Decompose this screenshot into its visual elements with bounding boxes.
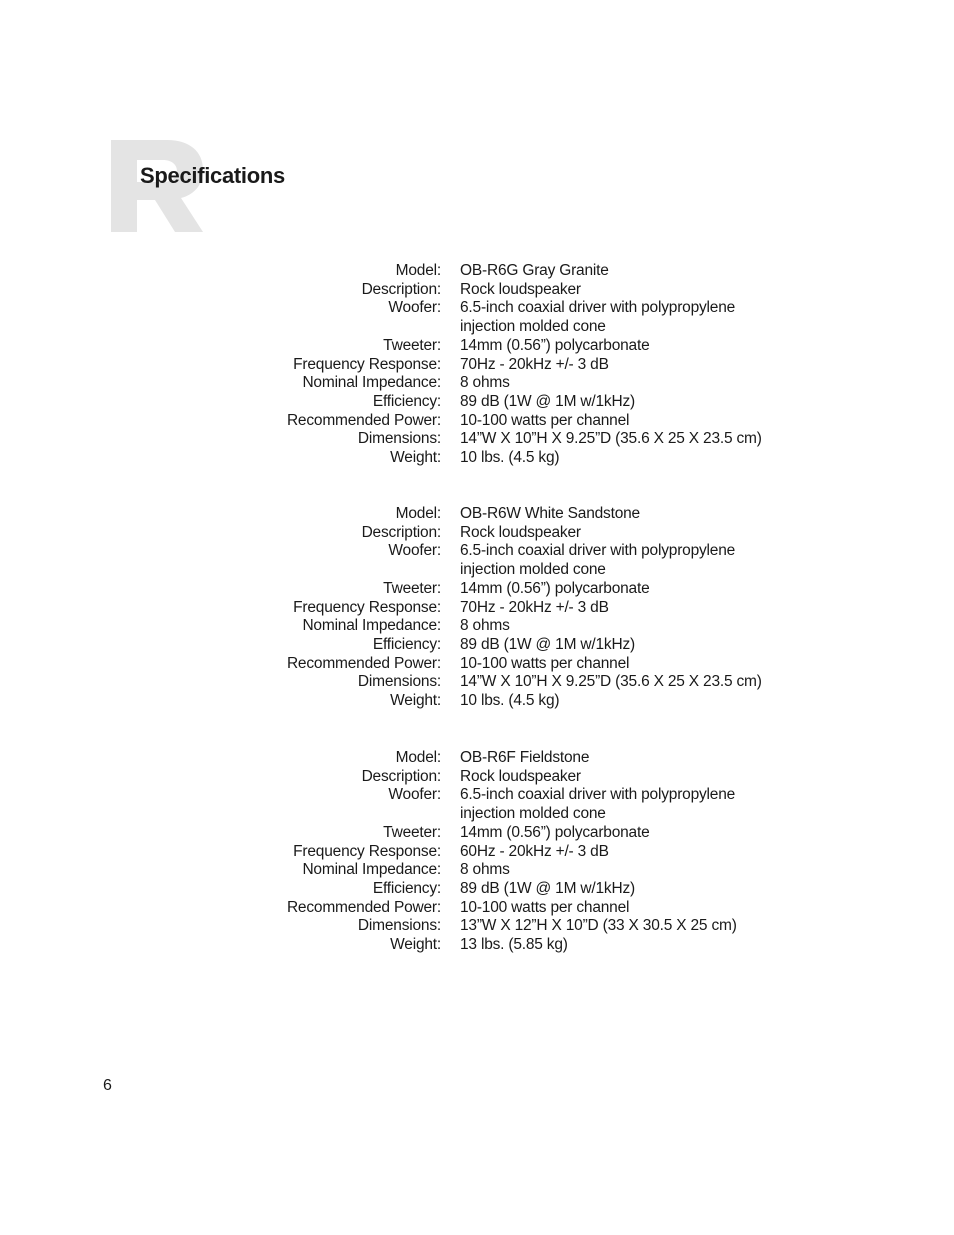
spec-value: 8 ohms — [460, 374, 510, 392]
spec-value: 14mm (0.56”) polycarbonate — [460, 579, 650, 597]
spec-row-woofer — [0, 299, 954, 336]
spec-row-recommended-power — [0, 412, 954, 431]
spec-label: Woofer: — [388, 786, 441, 804]
spec-value: 89 dB (1W @ 1M w/1kHz) — [460, 392, 635, 410]
spec-value: 14mm (0.56”) polycarbonate — [460, 336, 650, 354]
spec-value: 14”W X 10”H X 9.25”D (35.6 X 25 X 23.5 cm) — [460, 430, 762, 448]
spec-row-tweeter — [0, 337, 954, 356]
spec-label: Recommended Power: — [286, 654, 441, 672]
spec-row-frequency-response — [0, 843, 954, 862]
spec-label: Weight: — [390, 692, 441, 710]
spec-row-recommended-power — [0, 655, 954, 674]
spec-value: 70Hz - 20kHz +/- 3 dB — [460, 355, 609, 373]
spec-label: Dimensions: — [357, 917, 441, 935]
spec-row-frequency-response — [0, 599, 954, 618]
spec-row-description — [0, 524, 954, 543]
spec-value: Rock loudspeaker — [460, 523, 581, 541]
spec-row-efficiency — [0, 393, 954, 412]
spec-label: Weight: — [390, 449, 441, 467]
spec-label: Frequency Response: — [293, 842, 441, 860]
spec-row-model — [0, 749, 954, 768]
spec-label: Description: — [361, 523, 441, 541]
spec-row-weight — [0, 692, 954, 711]
spec-value: 70Hz - 20kHz +/- 3 dB — [460, 598, 609, 616]
spec-value: 60Hz - 20kHz +/- 3 dB — [460, 842, 609, 860]
spec-label: Weight: — [390, 936, 441, 954]
spec-value: 13”W X 12”H X 10”D (33 X 30.5 X 25 cm) — [460, 917, 737, 935]
spec-label: Frequency Response: — [293, 598, 441, 616]
spec-row-tweeter — [0, 824, 954, 843]
spec-row-woofer — [0, 542, 954, 579]
spec-value: 10 lbs. (4.5 kg) — [460, 692, 560, 710]
spec-label: Recommended Power: — [286, 411, 441, 429]
spec-value: 6.5-inch coaxial driver with polypropylene injection molded cone — [460, 542, 736, 579]
spec-value: OB-R6F Fieldstone — [460, 749, 590, 766]
spec-value: 14”W X 10”H X 9.25”D (35.6 X 25 X 23.5 cm) — [460, 673, 762, 691]
spec-label: Efficiency: — [372, 879, 441, 897]
spec-value: 10-100 watts per channel — [460, 411, 630, 429]
spec-label: Frequency Response: — [293, 355, 441, 373]
spec-value: OB-R6G Gray Granite — [460, 262, 609, 279]
spec-label: Description: — [361, 280, 441, 298]
page-title: Specifications — [140, 163, 285, 188]
spec-row-dimensions — [0, 917, 954, 936]
spec-row-dimensions — [0, 430, 954, 449]
spec-value: 8 ohms — [460, 617, 510, 635]
spec-value: 89 dB (1W @ 1M w/1kHz) — [460, 879, 635, 897]
spec-row-nominal-impedance — [0, 861, 954, 880]
spec-row-recommended-power — [0, 899, 954, 918]
spec-row-model — [0, 262, 954, 281]
spec-row-efficiency — [0, 636, 954, 655]
spec-label: Dimensions: — [357, 430, 441, 448]
spec-label: Model: — [395, 749, 441, 766]
spec-row-weight — [0, 449, 954, 468]
spec-label: Tweeter: — [383, 579, 441, 597]
spec-value: Rock loudspeaker — [460, 280, 581, 298]
spec-row-model — [0, 505, 954, 524]
spec-value: Rock loudspeaker — [460, 767, 581, 785]
spec-row-weight — [0, 936, 954, 955]
spec-value: 14mm (0.56”) polycarbonate — [460, 823, 650, 841]
spec-row-nominal-impedance — [0, 374, 954, 393]
spec-value: 13 lbs. (5.85 kg) — [460, 936, 568, 954]
spec-value: 10 lbs. (4.5 kg) — [460, 449, 560, 467]
spec-block-ob-r6g — [0, 262, 954, 468]
spec-label: Tweeter: — [383, 336, 441, 354]
spec-label: Nominal Impedance: — [302, 861, 441, 879]
spec-row-frequency-response — [0, 356, 954, 375]
spec-value: 89 dB (1W @ 1M w/1kHz) — [460, 635, 635, 653]
spec-value: 8 ohms — [460, 861, 510, 879]
spec-label: Woofer: — [388, 542, 441, 560]
spec-value: 6.5-inch coaxial driver with polypropylene injection molded cone — [460, 299, 736, 336]
spec-block-ob-r6w — [0, 505, 954, 711]
spec-label: Efficiency: — [372, 392, 441, 410]
spec-value: OB-R6W White Sandstone — [460, 505, 640, 522]
page-number: 6 — [103, 1077, 112, 1094]
spec-row-tweeter — [0, 580, 954, 599]
spec-label: Tweeter: — [383, 823, 441, 841]
spec-row-description — [0, 281, 954, 300]
spec-label: Description: — [361, 767, 441, 785]
spec-row-efficiency — [0, 880, 954, 899]
spec-label: Woofer: — [388, 299, 441, 317]
spec-block-ob-r6f — [0, 749, 954, 955]
spec-label: Model: — [395, 505, 441, 522]
spec-value: 6.5-inch coaxial driver with polypropylene injection molded cone — [460, 786, 736, 823]
spec-value: 10-100 watts per channel — [460, 898, 630, 916]
spec-label: Recommended Power: — [286, 898, 441, 916]
spec-label: Nominal Impedance: — [302, 617, 441, 635]
spec-label: Efficiency: — [372, 635, 441, 653]
spec-value: 10-100 watts per channel — [460, 654, 630, 672]
spec-label: Nominal Impedance: — [302, 374, 441, 392]
spec-row-nominal-impedance — [0, 617, 954, 636]
spec-row-woofer — [0, 786, 954, 823]
spec-row-dimensions — [0, 673, 954, 692]
spec-label: Model: — [395, 262, 441, 279]
spec-label: Dimensions: — [357, 673, 441, 691]
spec-row-description — [0, 768, 954, 787]
